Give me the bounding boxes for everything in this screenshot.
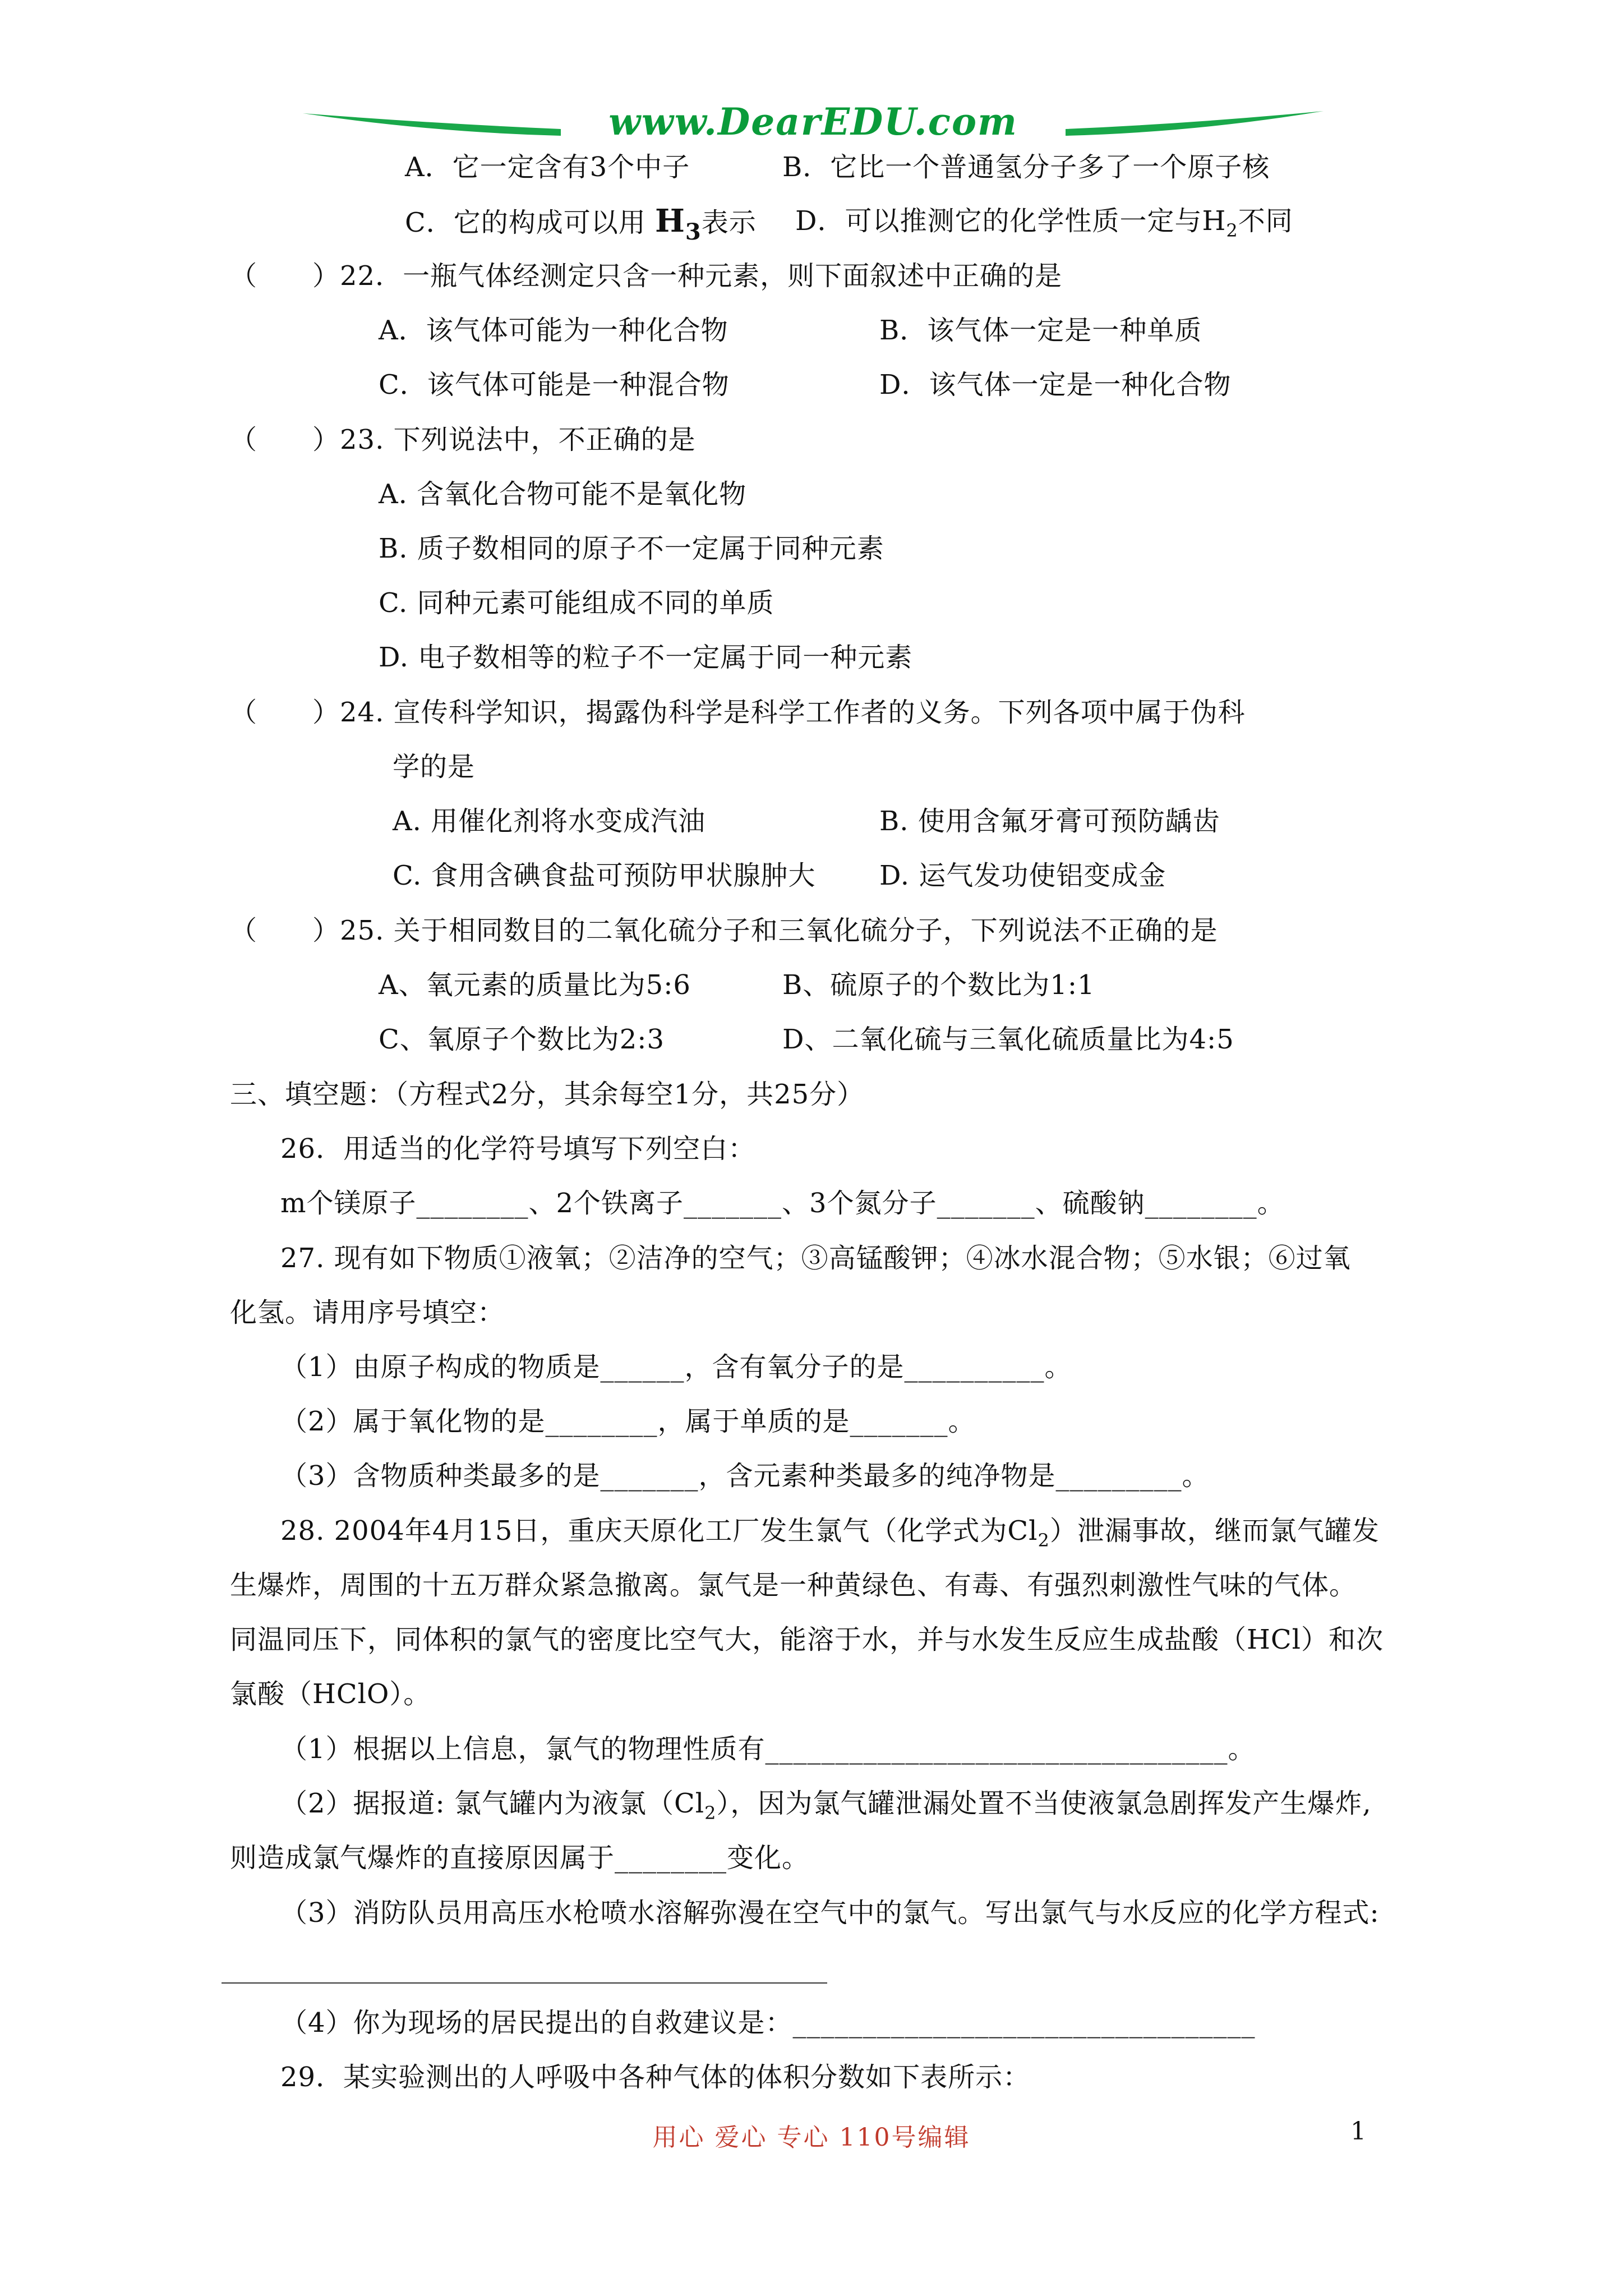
- question-28-text: 28. 2004年4月15日，重庆天原化工厂发生氯气（化学式为Cl: [280, 1515, 1038, 1547]
- site-logo-text: www.DearEDU.com: [608, 100, 1018, 144]
- q23-option-c: C. 同种元素可能组成不同的单质: [379, 587, 774, 619]
- q21-option-d: [795, 204, 1293, 247]
- q22-option-c: C．该气体可能是一种混合物: [379, 369, 730, 401]
- question-26: 26．用适当的化学符号填写下列空白：: [280, 1133, 756, 1165]
- q24-option-c: C. 食用含碘食盐可预防甲状腺肿大: [393, 860, 816, 891]
- h3-subscript: 3: [685, 219, 702, 245]
- q23-option-a: A. 含氧化合物可能不是氧化物: [379, 478, 747, 510]
- cl2-subscript-2: 2: [704, 1802, 717, 1824]
- question-22: （ ）22．一瓶气体经测定只含一种元素，则下面叙述中正确的是: [230, 260, 1063, 292]
- footer-text: 用心 爱心 专心 110号编辑: [652, 2123, 971, 2152]
- q22-option-d: D．该气体一定是一种化合物: [879, 369, 1232, 401]
- q21-option-c-text: C．它的构成可以用: [405, 207, 655, 238]
- question-27-continued: 化氢。请用序号填空：: [230, 1297, 505, 1328]
- question-23: （ ）23. 下列说法中，不正确的是: [230, 424, 696, 455]
- question-28-suffix: ）泄漏事故，继而氯气罐发: [1049, 1515, 1380, 1547]
- question-28-part-4: （4）你为现场的居民提出的自救建议是：_________________________________: [280, 2007, 1256, 2039]
- q21-option-b: B．它比一个普通氢分子多了一个原子核: [782, 151, 1270, 183]
- question-28: [280, 1514, 1380, 1557]
- q24-option-a: A. 用催化剂将水变成汽油: [393, 806, 706, 837]
- question-28-line-2: 生爆炸，周围的十五万群众紧急撤离。氯气是一种黄绿色、有毒、有强烈刺激性气味的气体。: [230, 1570, 1357, 1601]
- section-3-title: 三、填空题：（方程式2分，其余每空1分，共25分）: [230, 1079, 865, 1110]
- h2-subscript: 2: [1226, 220, 1238, 241]
- q21-option-d-suffix: 不同: [1238, 205, 1293, 237]
- page-number: 1: [1350, 2117, 1366, 2146]
- q25-option-d: D、二氧化硫与三氧化硫质量比为4:5: [782, 1024, 1234, 1055]
- question-26-blanks: m个镁原子________、2个铁离子_______、3个氮分子_______、硫酸钠________。: [280, 1188, 1285, 1219]
- question-27-part-1: （1）由原子构成的物质是______，含有氧分子的是__________。: [280, 1351, 1072, 1383]
- question-27: 27. 现有如下物质①液氧；②洁净的空气；③高锰酸钾；④冰水混合物；⑤水银；⑥过氧: [280, 1243, 1351, 1274]
- question-27-part-2: （2）属于氧化物的是________，属于单质的是_______。: [280, 1406, 976, 1437]
- q22-option-b: B．该气体一定是一种单质: [879, 315, 1202, 346]
- q25-option-c: C、氧原子个数比为2:3: [379, 1024, 665, 1055]
- question-28-line-4: 氯酸（HClO）。: [230, 1678, 431, 1710]
- question-28-part-1: （1）根据以上信息，氯气的物理性质有_________________________________。: [280, 1733, 1256, 1765]
- q23-option-d: D. 电子数相等的粒子不一定属于同一种元素: [379, 642, 913, 673]
- question-29: 29．某实验测出的人呼吸中各种气体的体积分数如下表所示：: [280, 2062, 1031, 2093]
- q24-option-b: B. 使用含氟牙膏可预防龋齿: [879, 806, 1220, 837]
- question-28-part-2-suffix: ），因为氯气罐泄漏处置不当使液氯急剧挥发产生爆炸,: [716, 1788, 1372, 1819]
- question-25: （ ）25. 关于相同数目的二氧化硫分子和三氧化硫分子，下列说法不正确的是: [230, 915, 1218, 946]
- q21-option-d-text: D．可以推测它的化学性质一定与H: [795, 205, 1227, 237]
- q25-option-a: A、氧元素的质量比为5:6: [379, 969, 691, 1001]
- question-28-part-2: [280, 1787, 1372, 1830]
- question-28-part-3: （3）消防队员用高压水枪喷水溶解弥漫在空气中的氯气。写出氯气与水反应的化学方程式:: [280, 1897, 1380, 1929]
- cl2-subscript: 2: [1038, 1530, 1050, 1551]
- q23-option-b: B. 质子数相同的原子不一定属于同种元素: [379, 533, 884, 564]
- h3-symbol: H: [655, 203, 685, 240]
- question-24-continued: 学的是: [393, 751, 476, 783]
- q21-option-a: A．它一定含有3个中子: [405, 151, 690, 183]
- question-28-part-2-cont: 则造成氯气爆炸的直接原因属于________变化。: [230, 1842, 810, 1874]
- q21-option-c-suffix: 表示: [701, 207, 757, 238]
- question-27-part-3: （3）含物质种类最多的是_______，含元素种类最多的纯净物是_________。: [280, 1460, 1210, 1492]
- question-28-line-3: 同温同压下，同体积的氯气的密度比空气大，能溶于水，并与水发生反应生成盐酸（HCl）和次: [230, 1624, 1384, 1655]
- q22-option-a: A．该气体可能为一种化合物: [379, 315, 728, 346]
- site-header: [303, 95, 1324, 157]
- q24-option-d: D. 运气发功使铝变成金: [879, 860, 1166, 891]
- question-24: （ ）24. 宣传科学知识，揭露伪科学是科学工作者的义务。下列各项中属于伪科: [230, 697, 1246, 728]
- q21-option-c: [405, 204, 757, 249]
- q25-option-b: B、硫原子的个数比为1:1: [782, 969, 1095, 1001]
- answer-line: [222, 1982, 827, 1984]
- question-28-part-2-text: （2）据报道: 氯气罐内为液氯（Cl: [280, 1788, 705, 1819]
